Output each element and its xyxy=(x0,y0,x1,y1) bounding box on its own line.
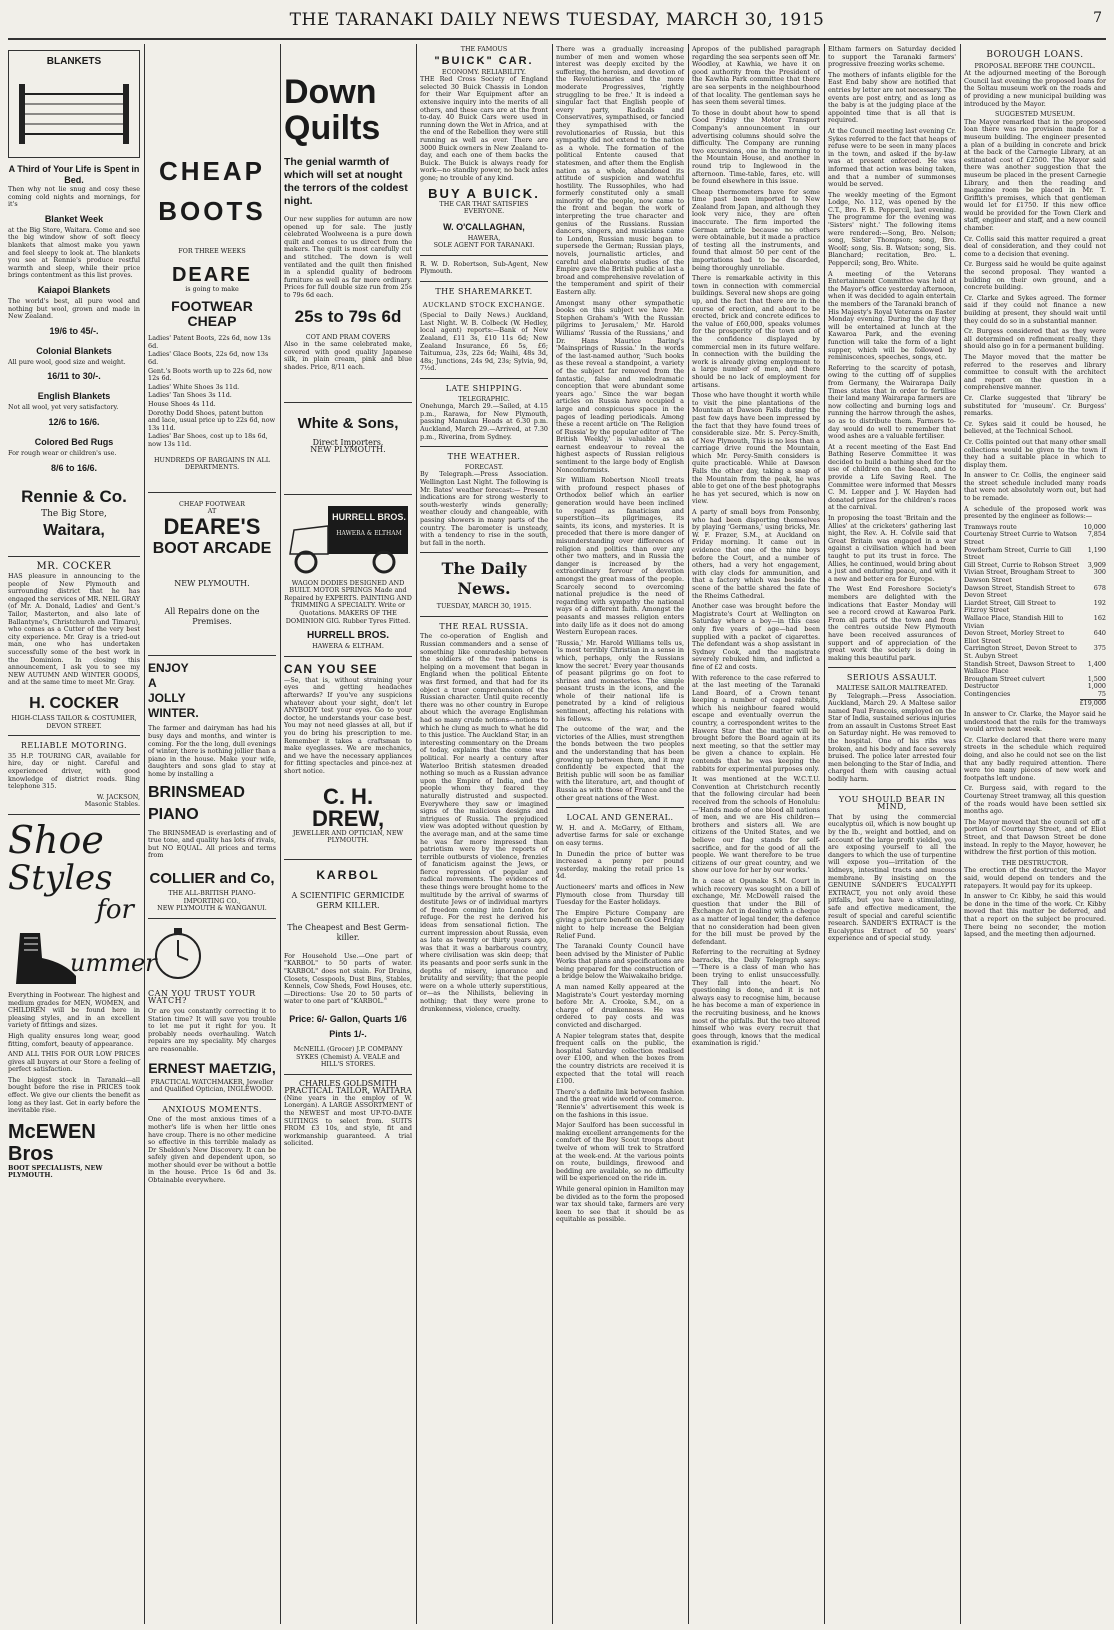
telegraphic-text: TELEGRAPHIC. xyxy=(458,394,510,403)
col6-p10: In a case at Opunake S.M. Court in which recovery was sought on a bill of exchange, Mr. McDowell raised the question that under the Bill of Exchange Act in dealing with a cheque as a matter of legal tender, the defence that no consideration had been given for the bill must be proved by the defendant. xyxy=(692,876,820,946)
goldsmith-sub: PRACTICAL TAILOR, WAITARA xyxy=(284,1086,412,1096)
bear-body: That by using the commercial eucalyptus oil, which is now bought up by the lb., weight and bottled, and on account of the large profit yielded, you are exposing yourself to all the dangers to which the use of turpentine will expose you—irritation of the kidneys, intestinal tracts and mucous membrane. By insisting on the GENUINE SANDER'S EUCALYPTI EXTRACT, you not only avoid these pitfalls, but you have a stimulating, safe and effective medicament, the result of special and careful scientific research. SANDER'S EXTRACT is the Eucalyptus Extract of 50 years' experience and of special study. xyxy=(828,812,956,943)
famous-text: THE FAMOUS xyxy=(460,45,508,53)
jolly-word: JOLLY xyxy=(148,691,186,706)
genial-text: The genial warmth of which will set at nought the terrors of the coldest night. xyxy=(284,156,408,207)
col7-p5: A meeting of the Veterans Entertainment Committee was held at the Mayor's office yesterday afternoon, when it was decided to again entertain the members of the Taranaki branch of His Majesty's Royal Veterans on Easter Monday evening. During the day they will be entertained at lunch at the Kawaroa Park, and the evening function will take the form of a light supper, which will be followed by reminiscences, speeches, songs, etc. xyxy=(828,269,956,362)
karbol-sub: A SCIENTIFIC GERMICIDE GERM KILLER. xyxy=(291,890,405,910)
russia-cont-2: Amongst many other sympathetic books on this subject we have Mr. Stephen Graham's 'With the Russian pilgrims to Jerusalem,' Mr. Harold Williams' 'Russia of the Russians,' and Dr. Hans Maurice Baring's 'Mainsprings of Russia.' In the words of the last-named author, 'Such books as these reveal a standpoint, a variety of the subject far removed from the fantastic, false and melodramatic conception that were abundant some years ago.' Since the war began articles on Russia have occupied a large and conspicuous space in the pages of leading periodicals. Among these a recent article on 'The Religion of Russia' by the popular editor of 'The British Weekly,' is valuable as an earnest endeavour to reveal the highest aspects of Russian religious sentiment to the large body of English Nonconformists. xyxy=(556,298,684,474)
local-4: The Empire Picture Company are giving a picture benefit on Good Friday night to help increase the Belgian Relief Fund. xyxy=(556,908,684,940)
col8-p3: Cr. Collis said this matter required a great deal of consideration, and they could not come to a decision that evening. xyxy=(964,234,1106,258)
divider xyxy=(828,667,956,668)
hurrell-truck xyxy=(284,500,412,580)
share-body: (Special to Daily News.) Auckland, Last Night. W. B. Colbeck (W. Hedley, local agent) reports:—Bank of New Zealand, £11 3s, £10 11s 6d; New Zealand Insurance, £6 5s, £6; Taitumua, 23s, 22s 6d; Waihi, 48s 3d, 48s; Junctions, 24s 9d, 23s; Sylvia, 9d, 7½d. xyxy=(420,311,548,373)
kaiapoi-heading: Kaiapoi Blankets xyxy=(37,284,111,295)
divider xyxy=(556,807,684,808)
cocker-body: HAS pleasure in announcing to the people of New Plymouth and surrounding district that he has engaged the services of MR. NEIL GRAY (of Mr. A. Donald, Ladies' and Gent.'s Tailor, Masterton, and also late of Ballantyne's, Christchurch and Timaru), who comes as a Cutter of the very best city experience. Mr. Gray is a tried-out man, one who has undertaken successfully some of the best work in the Dominion. In closing this announcement, I ask you to see my NEW AUTUMN AND WINTER GOODS, and at the same time to meet Mr. Gray. xyxy=(8,572,140,687)
schedule-intro: A schedule of the proposed work was presented by the engineer as follows:— xyxy=(964,504,1106,521)
schedule-item: Wallace Place, Standish Hill to Vivian xyxy=(964,613,1064,630)
schedule-row xyxy=(964,661,1106,676)
local-1: W. H. and A. McGarry, of Eltham, advertise farms for sale or exchange on easy terms. xyxy=(556,823,684,847)
going-text: is going to make xyxy=(185,284,239,293)
col8-p6: Cr. Burgess considered that as they were all determined on refinement really, they should also go in for a permanent building. xyxy=(964,327,1106,351)
col8-p14: Cr. Burgess said, with regard to the Courtenay Street tramway, all this question of the roads would have been settled six months ago. xyxy=(964,784,1106,816)
col8-p10: Cr. Collis pointed out that many other small collections would be given to the town if they had a suitable place in which to display them. xyxy=(964,437,1106,469)
satisfies-text: THE CAR THAT SATISFIES EVERYONE. xyxy=(439,199,529,216)
schedule-row xyxy=(964,615,1106,630)
hurrell-logo-sub: HAWERA & ELTHAM xyxy=(336,529,402,537)
column-rule-1 xyxy=(144,44,145,1624)
brinsmead-heading: BRINSMEAD xyxy=(148,783,245,801)
local-8: There's a definite link between fashion and the great wide world of commerce. 'Rennie's' advertisement this week is on the fashions in this issue. xyxy=(556,1087,684,1119)
maltese-heading: MALTESE SAILOR MALTREATED. xyxy=(836,683,948,692)
karbol-agents: McNEILL (Grocer) J.P. COMPANY SYKES (Chemist) A. VEALE and HILL'S STORES. xyxy=(293,1044,403,1069)
motoring-body: 35 H.P. TOURING CAR, available for hire, day or night. Careful and experienced driver, with good knowledge of district roads. Ring telephone 315. xyxy=(8,751,140,791)
divider xyxy=(420,616,548,617)
price-list-item: House Shoes 4s 11d. xyxy=(148,399,216,408)
summer-word: ummer xyxy=(70,948,157,977)
col6-p1: Apropos of the published paragraph regarding the sea serpents seen off Mr. Woodley, at Kawhia, we have it on good authority from the President of the Kawhia Park committee that there are sea serpents in the neighbourhood of that locality. The gentleman says he has seen them several times. xyxy=(692,45,820,107)
column-rule-2 xyxy=(280,44,281,1624)
col6-p3: Cheap thermometers have for some time past been imported to New Zealand from Japan, and although they look very nice, they are often inaccurate. The firm imported the German article because no others were obtainable, but it made a practice of testing all the instruments, and found that almost 50 per cent of the importations had to be discarded, being thoroughly unreliable. xyxy=(692,187,820,272)
can-you-see: CAN YOU SEE xyxy=(284,661,378,676)
winter-word: WINTER. xyxy=(148,706,199,721)
goldsmith-heading: CHARLES GOLDSMITH xyxy=(299,1078,397,1088)
colored-price: 8/6 to 16/6. xyxy=(50,462,98,473)
divider xyxy=(8,814,140,815)
col6-p6: A party of small boys from Ponsonby, who had been disporting themselves by playing 'Germans,' using bricks, Mr. W. F. Frazer, S.M., at Auckland on Friday morning. It came out in evidence that one of the nine boys before the Court, and a number of others, had a very hot engagement, with clay clods for ammunition, and that a factory which was beside the scene of the battle shared the fate of the Rheims Cathedral. xyxy=(692,508,820,600)
cocker-heading: MR. COCKER xyxy=(36,560,112,572)
col8-p5: Cr. Clarke and Sykes agreed. The former said if they could not finance a new building at present, they should wait until they could do so in a substantial manner. xyxy=(964,293,1106,325)
sub-agent: R. W. D. Robertson, Sub-Agent, New Plymouth. xyxy=(420,259,548,276)
buick-heading: "BUICK" CAR. xyxy=(434,54,534,67)
russia-cont-4: 'Russia,' Mr. Harold Williams tells us, 'is most terribly Christian in a sense in which, perhaps, only the Russians know the secret.' Every year thousands of peasant pilgrims go on foot to shrines and monasteries. The simple peasant trusts in the icons, and the whole of their national life is penetrated by a kind of religious sentiment, affecting his relations with his fellows. xyxy=(556,638,684,723)
winter-body: The farmer and dairyman has had his busy days and months, and winter is coming. For the the long, dull evenings of winter, there is nothing jollier than a piano in the house. Make your wife, daughters and sons glad to stay at home by installing a xyxy=(148,724,276,779)
schedule-item: Gill Street, Currie to Robson Street xyxy=(964,560,1080,569)
sole-agent: SOLE AGENT FOR TARANAKI. xyxy=(433,241,535,250)
real-russia-heading: THE REAL RUSSIA. xyxy=(439,621,529,631)
english-body: Not all wool, yet very satisfactory. xyxy=(8,403,119,412)
collier-heading: COLLIER and Co, xyxy=(149,870,275,887)
buick-body: THE Red Cross Society of England selected 30 Buick Chassis in London for their War Equipment after an extensive inquiry into the merits of all others, and these cars are at the front to-day. 40 Buick Cars were used in running down the Wet in Africa, and at the end of the Rebellion they were still running as well as ever. There are 3000 Buick owners in New Zealand to-day, and each one of them backs the Buick. The Buick is always ready for work—no standby power, no back axles gone; no trouble of any kind. xyxy=(420,75,548,182)
col6-p9: It was mentioned at the W.C.T.U. Convention at Christchurch recently that the following circular had been received from the schools of Honolulu:—'Hands made of one blood all nations of men, and we are His children—brothers and sisters all. We are citizens of the United States, and we believe our flag stands for self-sacrifice, and for the good of all the people. We want therefore to be true citizens of our great country, and we show our love for her by our works.' xyxy=(692,775,820,875)
hurrell-heading: HURRELL BROS. xyxy=(306,630,390,642)
column-7 xyxy=(828,46,956,1624)
schedule-row xyxy=(964,531,1106,546)
auckland-heading: AUCKLAND STOCK EXCHANGE. xyxy=(422,300,546,309)
russia-body: The co-operation of English and Russian commanders and a sense of something like comradeship between the soldiers of the two nations is helping on a movement that began in England when the political Entente was first formed, and that had for its object a truer comprehension of the Russian character. Until quite recently there was no other country in Europe about which the average Englishman had so many crude notions—notions to which he clung as much to what he did to this justice. The Auckland Star, in an interesting commentary on the Dream of today, explains that the come was political. For nearly a century after Waterloo British statesmen dreaded nothing so much as a Russian advance upon the Empire of India, and the people whom they feared they naturally distrusted and suspected. Everywhere they saw or imagined signs of the malicious designs and intrigues of Russia. The prejudiced view was adopted without question by the average man, and at the same time he was far more impressed than patriotism were by the reports of terrible outbursts of violence, frenzies of fanaticism against the Jews, or fierce repression of popular and radical movements. The evidences of these things were brought home to the multitude by the arrival of swarms of destitute Jews or of individual martyrs of freedom coming into London for refuge. For the rest he derived his ideas from sensational fiction. The current impression about Russia, even as late as twenty or thirty years ago, was that it was a barbarous country, where civilisation was skin deep; that its peasants and poor serfs sunk in the depths of misery, ignorance and brutality and servility; that the people were on a whole utterly superstitious, or—as the Nihilists, believing in nothing; that they were prone to drunkenness, violence, cruelty. xyxy=(420,632,548,1013)
divider xyxy=(284,859,412,860)
museum-heading: SUGGESTED MUSEUM. xyxy=(994,110,1076,119)
col7-p4: The weekly meeting of the Egmont Lodge, No. 112, was opened by the C.T., Bro. F. B. Peppercil, last evening. The programme for the evening was 'Sisters' night.' The following items were rendered:—Song, Bro. Nelson; song, Sister Thompson; song, Bro. Woolf; song, Sis. B. Watson; song, Sis. Blanchard; recitation, Bro. L. Peppercil; song, Bro. White. xyxy=(828,190,956,268)
third-life-body: Then why not lie snug and cosy these coming cold nights and mornings, for it's xyxy=(8,185,140,209)
schedule-amount: 1,190 xyxy=(1087,545,1106,554)
forecast-text: FORECAST. xyxy=(464,462,504,471)
price-list-item: Gent.'s Boots worth up to 22s 6d, now 12s 6d. xyxy=(148,366,272,383)
schedule-amount: 3,909 xyxy=(1087,560,1106,569)
maetzig-sub: PRACTICAL WATCHMAKER, Jeweller and Qualified Optician, INGLEWOOD. xyxy=(150,1077,274,1094)
cheap-heading: CHEAP xyxy=(158,156,265,186)
colored-heading: Colored Bed Rugs xyxy=(34,436,114,447)
mcewen-sub: BOOT SPECIALISTS, NEW PLYMOUTH. xyxy=(8,1163,103,1180)
schedule-amount: 375 xyxy=(1093,644,1106,653)
motor-bodies: WAGON DODIES DESIGNED AND BUILT. MOTOR SPRINGS Made and Repaired by EXPERTS. PAINTING AND TRIMMING A SPECIALTY. Write or Quotations. MAKERS OF THE DOMINION GIG. Rubber Tyres Fitted. xyxy=(284,578,412,625)
third-life-heading: A Third of Your Life is Spent in Bed. xyxy=(8,164,140,185)
column-rule-5 xyxy=(688,44,689,1624)
price-list-item: Dorothy Dodd Shoes, patent button and lace, usual price up to 22s 6d, now 13s 11d. xyxy=(148,408,276,432)
column-8 xyxy=(964,46,1106,1624)
boot-arcade-heading: BOOT ARCADE xyxy=(152,539,272,557)
shoe-body-3: AND ALL THIS FOR OUR LOW PRICES gives all buyers at our Store a feeling of perfect satisfaction. xyxy=(8,1050,140,1074)
colonial-price: 16/11 to 30/-. xyxy=(47,371,101,382)
schedule-item: Standish Street, Dawson Street to Wallace Place xyxy=(964,659,1075,676)
karbol-best: The Cheapest and Best Germ-killer. xyxy=(287,922,409,942)
blanket-week-body: at the Big Store, Waitara. Come and see the big window show of soft fleecy blankets that almost make you yawn and feel sleepy to look at. The blankets you see at Rennie's produce restful warmth and sleep, while their price brings contentment as this list proves. xyxy=(8,225,140,280)
cots-body: Also in the same celebrated make, covered with good quality Japanese silk, in plain cream, pink and blue shades. Price, 8/11 each. xyxy=(284,340,412,371)
schedule-amount: 1,500 xyxy=(1087,674,1106,683)
watch-illustration xyxy=(148,924,276,984)
buy-buick: BUY A BUICK. xyxy=(428,185,540,201)
english-price: 12/6 to 16/6. xyxy=(48,416,100,427)
divider xyxy=(148,1099,276,1100)
footwear-cheap: FOOTWEAR CHEAP xyxy=(171,298,253,330)
quilts-heading: Quilts xyxy=(284,109,381,147)
hawera-text: HAWERA, xyxy=(467,233,501,242)
divider xyxy=(148,492,276,493)
column-1 xyxy=(8,46,157,1624)
col8-p12: In answer to Cr. Clarke, the Mayor said he understood that the rails for the tramways would arrive next week. xyxy=(964,710,1106,734)
rennie-name: Rennie & Co. xyxy=(21,486,127,506)
schedule-amount: 162 xyxy=(1093,613,1106,622)
divider xyxy=(148,655,276,656)
a-word: A xyxy=(148,676,157,691)
cots-heading: COT AND PRAM COVERS xyxy=(305,332,391,341)
can-you-see-body: —Se, that is, without straining your eyes and getting headaches afterwards? If you've any suspicions whatever about your sight, don't let ANYBODY test your eyes. Go to your doctor, he understands your case best. You may not need glasses at all, but if you do bring his prescription to me. Remember it takes a craftsman to make eyeglasses. We are mechanics, and we have the necessary appliances for fitting spectacles and pince-nez at short notice. xyxy=(284,675,412,775)
schedule-item: Vivian Street, Brougham Street to Dawson Street xyxy=(964,568,1075,584)
price-list-item: Ladies' Bar Shoes, cost up to 18s 6d, now 13s 11d. xyxy=(148,432,268,448)
local-10: While general opinion in Hamilton may be divided as to the form the proposed war tax should take, farmers are very keen to see that it should be as equitable as possible. xyxy=(556,1184,684,1224)
schedule-row xyxy=(964,600,1106,615)
col6-p11: Referring to the recruiting at Sydney barracks, the Daily Telegraph says:—'There is a class of man who has been trying to enlist unsuccessfully. They fall into the heart. No questioning is done, and it is not always easy to recognise him, because he has become a man of experience in the recruiting business, and he knows most of the pitfalls. But the two altered himself who was every recruit that goes through, knows that the medical examination is rigid.' xyxy=(692,948,820,1048)
mcewen-name: McEWEN Bros xyxy=(8,1120,96,1165)
bear-in-mind-heading: YOU SHOULD BEAR IN MIND, xyxy=(838,794,946,812)
spacer xyxy=(148,46,276,156)
russia-cont-3: Sir William Robertson Nicoll treats with profound respect phases of Orthodox belief which an earlier generation would have been inclined to regard as fanaticism and superstition—its pilgrimages, its saints, its icons, and mysteries. It is preceded that there is more danger of misunderstanding over differences of religion and politics than over any other two matters, and in Russia the danger is increased by the extraordinary fervour of devotion amongst the great mass of the people. Scarcely second to overcoming national prejudice is the need of regarding with sympathy the national ways of a different faith. Amongst the peasants and masses religion enters into daily life as it does not do among Western European races. xyxy=(556,476,684,637)
kaiapoi-price: 19/6 to 45/-. xyxy=(49,325,99,336)
schedule-amount: 75 xyxy=(1097,689,1106,698)
drew-heading: C. H. DREW, xyxy=(311,783,385,831)
schedule-total-row xyxy=(964,699,1106,707)
weather-heading: THE WEATHER. xyxy=(447,452,521,462)
schedule-item: Tramways route xyxy=(964,522,1017,531)
schedule-row xyxy=(964,645,1106,660)
shoe-body-2: High quality ensures long wear, good fitting, comfort, beauty of appearance. xyxy=(8,1031,140,1048)
at-text: AT xyxy=(207,507,217,516)
colored-body: For rough wear or children's use. xyxy=(8,448,117,457)
schedule-item: Destructor xyxy=(964,682,999,691)
column-rule-4 xyxy=(552,44,553,1624)
bed-illustration xyxy=(14,69,134,149)
trust-heading: CAN YOU TRUST YOUR WATCH? xyxy=(148,988,256,1006)
cocker-sub: HIGH-CLASS TAILOR & COSTUMIER, DEVON STREET. xyxy=(11,714,137,730)
assault-body: By Telegraph.—Press Association. Auckland, March 29. A Maltese sailor named Paul Francois, employed on the Star of India, sustained serious injuries from an assault in Customs Street East on Saturday night. He was removed to the hospital. One of his ribs was broken, and his body and face severely bruised. The police later arrested four men belonging to the Star of India, and charged them with causing actual bodily harm. xyxy=(828,691,956,784)
col7-p7: At a recent meeting of the East End Bathing Reserve Committee it was decided to build a bathing shed for the use of children on the beach, and to provide a Life Saving Reel. The Committee were informed that Messrs C. M. Lepper and J. W. Hayden had donated prizes for the children's races at the carnival. xyxy=(828,442,956,512)
divider xyxy=(420,281,548,282)
russia-cont-5: The outcome of the war, and the victories of the Allies, must strengthen the bonds between the two peoples and the understanding that has been growing up between them, and it may confidently be expected that the British public will soon be as familiar with the literature, art, and thought of Russia as with those of France and the other great nations of the West. xyxy=(556,725,684,802)
shipping-body: Onehunga, March 29.—Sailed, at 4.15 p.m., Rarawa, for New Plymouth, passing Manukau Heads at 6.30 p.m. Auckland, March 29.—Arrived, at 7.30 p.m., Riverina, from Sydney. xyxy=(420,402,548,441)
enjoy-word: ENJOY xyxy=(148,661,189,676)
jackson-name: W. JACKSON, xyxy=(96,792,140,801)
col8-p13: Cr. Clarke declared that there were many streets in the schedule which required doing, and also he could not see on the list that any badly required attention. There were too many pieces of new work and footpaths left undone. xyxy=(964,735,1106,782)
kaiapoi-body: The world's best, all pure wool and nothing but wool, grown and made in New Zealand. xyxy=(8,296,140,321)
schedule-row xyxy=(964,547,1106,562)
white-town: NEW PLYMOUTH. xyxy=(310,445,386,455)
price-list xyxy=(148,335,276,448)
column-rule-3 xyxy=(416,44,417,1624)
repairs-text: All Repairs done on the Premises. xyxy=(164,607,260,627)
shoe-word: Shoe xyxy=(8,817,104,862)
col7-p9: The West End Foreshore Society's members are delighted with the indications that Easter Monday will see a record crowd at Kawaroa Park. From all parts of the town and from the centres outside New Plymouth have been received assurances of support and of appreciation of the great work the society is doing in making this beautiful park. xyxy=(828,585,956,662)
sharemarket-heading: THE SHAREMARKET. xyxy=(435,287,533,297)
schedule-row xyxy=(964,569,1106,584)
rennie-town: Waitara, xyxy=(43,521,105,539)
blanket-week-heading: Blanket Week xyxy=(44,213,104,224)
three-weeks: FOR THREE WEEKS xyxy=(178,247,246,255)
local-general-heading: LOCAL AND GENERAL. xyxy=(566,813,674,823)
divider xyxy=(148,918,276,919)
schedule-amount: 640 xyxy=(1093,629,1106,638)
cocker-name: H. COCKER xyxy=(29,695,119,712)
collier-sub: THE ALL-BRITISH PIANO-IMPORTING CO., xyxy=(168,889,256,905)
russia-cont-1: There was a gradually increasing number of men and women whose interest was deeply excited by the suffering, the heroism, and devotion of the Revolutionaries and the more moderate Progressives, 'rightly struggling to be free.' It is indeed a singular fact that English people of every party, Radicals and Conservatives, sympathised, or fancied they sympathised with the revolutionaries of Russia, but this sympathy did not extend to the nation as a whole. The formation of the political Entente caused that statesmen, and after them the English nation as a whole, abandoned its attitude of suspicion and watchful hostility. The Russophiles, who had formerly constituted only a small minority of the people, now came to the front and began the work of interpreting the true character and genius of the Russians. Russian dancers, singers, and musicians came to London, Russian music began to supersede the German; Russian plays, novels, journalistic articles, and careful and elaborate studies of the Empire gave the British public at last a broad and comprehensive revelation of the temperament and spirit of their Eastern ally. xyxy=(556,45,684,296)
local-5: The Taranaki County Council have been advised by the Minister of Public Works that plans and specifications are being prepared for the construction of a bridge below the Waiwakaiho bridge. xyxy=(556,942,684,981)
goldsmith-body: (Nine years in the employ of W. Lonergan). A LARGE ASSORTMENT of the NEWEST and most UP-TO-DATE SUITINGS to select from. SUITS FROM £3 10s, and style, fit and workmanship guaranteed. A trial solicited. xyxy=(284,1093,412,1148)
shipping-heading: LATE SHIPPING. xyxy=(445,384,523,393)
cheap-footwear-text: CHEAP FOOTWEAR xyxy=(179,499,245,508)
col8-p16: The erection of the destructor, the Mayor said, would depend on tenders and the ratepayers. It would pay for its upkeep. xyxy=(964,866,1106,890)
trust-body: Or are you constantly correcting it to Station time? It will save you trouble to let me put it right for you. It probably needs overhauling. Watch repairs are my speciality. My charges are reasonable. xyxy=(148,1006,276,1053)
col7-p8: In proposing the toast 'Britain and the Allies' at the cricketers' gathering last night, the Rev. A. H. Colvile said that Great Britain was engaged in a war against a civilisation which had been taught to put its trust in force. The Allies, he continued, would bring about a just and enduring peace, and with it a new and better era for Europe. xyxy=(828,514,956,583)
hurrell-sub: HAWERA & ELTHAM. xyxy=(312,642,384,651)
local-9: Major Saulford has been successful in making excellent arrangements for the comfort of the Boy Scout troops about twelve of whom will trek to Stratford at the week-end. At the various points on route, buildings, firewood and bedding are available, so no difficulty will be experienced on the ride in. xyxy=(556,1121,684,1183)
col7-p1: Eltham farmers on Saturday decided to support the Taranaki farmers' progressive freezing works scheme. xyxy=(828,45,956,69)
anxious-body: One of the most anxious times of a mother's life is when her little ones have croup. There is no other medicine so effective in this terrible malady as Dr Sheldon's New Discovery. It can be safely given and dependent upon, so mother should ever be without a bottle in the house. Price 1s 6d and 3s. Obtainable everywhere. xyxy=(148,1115,276,1185)
local-6: A man named Kelly appeared at the Magistrate's Court yesterday morning before Mr. A. Crooke, S.M., on a charge of drunkenness. He was ordered to pay costs and was convicted and discharged. xyxy=(556,983,684,1030)
destructor-heading: THE DESTRUCTOR. xyxy=(1001,858,1069,867)
proposal-heading: PROPOSAL BEFORE THE COUNCIL. xyxy=(974,61,1096,70)
column-5 xyxy=(556,46,684,1624)
schedule-amount: 678 xyxy=(1093,583,1106,592)
local-2: In Dunedin the price of butter was increased a penny per pound yesterday, making the retail price 1s 4d. xyxy=(556,849,684,881)
maetzig-heading: ERNEST MAETZIG, xyxy=(148,1059,276,1076)
schedule-item: Courtenay Street Currie to Watson Street xyxy=(964,530,1078,547)
col7-p3: At the Council meeting last evening Cr. Sykes referred to the fact that heaps of refuse were to be seen in many places in the town, and asked if the by-law was at present enforced. He was informed that action was being taken, and that a number of summonses would be served. xyxy=(828,126,956,189)
schedule-item: Contingencies xyxy=(964,689,1011,698)
ocallaghan-name: W. O'CALLAGHAN, xyxy=(443,221,525,232)
price-list-item: Ladies' Glace Boots, 22s 6d, now 13s 6d. xyxy=(148,350,269,366)
karbol-use: For Household Use.—One part of "KARBOL" to 50 parts of water. "KARBOL" does not stain. For Drains, Closets, Cesspools, Dust Bins, Stables, Kennels, Cow Sheds, Fowl Houses, etc.—Directions: Use 20 to 50 parts of water to one part of "KARBOL." xyxy=(284,951,412,1006)
column-6 xyxy=(692,46,820,1624)
divider xyxy=(8,735,140,736)
divider xyxy=(420,255,548,256)
divider xyxy=(420,446,548,447)
blankets-logo xyxy=(8,50,140,158)
motoring-heading: RELIABLE MOTORING. xyxy=(20,741,128,751)
masthead xyxy=(0,0,1114,40)
col7-p6: Referring to the scarcity of potash, owing to the cutting off of supplies from Germany, the Wairarapa Daily Times states that in order to fertilise their land many Wairarapa farmers are now collecting and burning logs and running the harrow through the ashes, so as to distribute them. Farmers to-day would do well to remember that wood ashes are a valuable fertiliser. xyxy=(828,363,956,441)
divider xyxy=(284,1074,412,1075)
white-sons: White & Sons, xyxy=(297,414,399,432)
karbol-price: Price: 6/- Gallon, Quarts 1/6 Pints 1/-. xyxy=(289,1013,407,1039)
schedule-amount: 1,400 xyxy=(1087,659,1106,668)
piano-heading: PIANO xyxy=(148,805,199,823)
schedule-amount: 10,000 xyxy=(1083,522,1106,531)
colonial-body: All pure wool, good size and weight. xyxy=(8,357,126,366)
schedule-amount: 1,000 xyxy=(1087,682,1106,691)
styles-word: Styles xyxy=(8,857,113,898)
price-list-item: Ladies' Patent Boots, 22s 6d, now 13s 6d. xyxy=(148,334,271,350)
schedule-row xyxy=(964,585,1106,600)
deare-town: NEW PLYMOUTH. xyxy=(174,578,250,588)
column-rule-6 xyxy=(824,44,825,1624)
schedule-amount: 7,854 xyxy=(1087,530,1106,539)
col7-p2: The mothers of infants eligible for the East End baby show are notified that entries by letter are not necessary. The events are post entry, and as long as the baby is at the judging place at the appointed time that is all that is required. xyxy=(828,70,956,125)
col8-p7: The Mayor moved that the matter be referred to the reserves and library committee to consult with the architect and report on the question in a comprehensive manner. xyxy=(964,352,1106,392)
colonial-heading: Colonial Blankets xyxy=(36,345,112,356)
weather-body: By Telegraph.—Press Association. Wellington Last Night. The following is Mr. Bates' weather forecast:— Present indications are for strong westerly to south-westerly winds generally; weather cloudy and changeable, with passing showers in many parts of the country. The barometer is unsteady, with a tendency to rise in the south, but fall in the north. xyxy=(420,470,548,547)
drew-sub: JEWELLER AND OPTICIAN, NEW PLYMOUTH. xyxy=(292,828,404,845)
for-word: for xyxy=(96,894,134,925)
daily-news-date: TUESDAY, MARCH 30, 1915. xyxy=(436,602,532,611)
local-7: A Napier telegram states that, despite frequent calls on the public, the hospital Saturday collection realised over £100, and when the boxes from the country districts are received it is expected that the total will reach £100. xyxy=(556,1031,684,1086)
col8-p17: In answer to Cr. Kibby, he said this would be done in the time of the work. Cr. Kibby moved that this matter be deferred, and that a report on the subject be procured. There being no seconder, the motion lapsed, and the meeting then adjourned. xyxy=(964,892,1106,939)
shoe-body-4: The biggest stock in Taranaki—all bought before the rise in PRICES took effect. We give our clients the benefit as long as they last. Get in early before the inevitable rise. xyxy=(8,1075,140,1115)
column-4 xyxy=(420,46,548,1624)
karbol-heading: KARBOL xyxy=(316,867,380,882)
collier-town: NEW PLYMOUTH & WANGANUI. xyxy=(157,904,267,913)
col8-p11: In answer to Cr. Collis, the engineer said the street schedule included many roads that were not absolutely worn out, but had to be remade. xyxy=(964,471,1106,503)
boots-heading: BOOTS xyxy=(158,196,266,226)
schedule-amount: 300 xyxy=(1093,568,1106,577)
quilt-price: 25s to 79s 6d xyxy=(294,306,402,326)
price-list-item: Ladies' White Shoes 3s 11d. xyxy=(148,382,240,391)
column-rule-7 xyxy=(960,44,961,1624)
schedule-table xyxy=(964,524,1106,707)
col6-p5: Those who have thought it worth while to visit the pine plantations of the Mountain at Dawson Falls during the past few days have been impressed by the fact that they have found trees of considerable size. Mr. S. Percy-Smith, of New Plymouth, This is no less than a carriage drive round the Mountain, which Mr. Percy-Smith considers is quite practicable. While at Dawson Falls the other day, taking a snap of the Mountain from the peak, he was able to get one of the best photographs he has yet secured, which is now on view. xyxy=(692,391,820,506)
col8-p15: The Mayor moved that the council set off a portion of Courtenay Street, and of Eliot Street, and that Dawson Street be done instead. In reply to the Mayor, however, he withdrew the first portion of this motion. xyxy=(964,817,1106,857)
col6-p8: With reference to the case referred to at the last meeting of the Taranaki Land Board, of a Crown tenant keeping a number of caged rabbits, which his neighbour feared would escape and eventually overrun the country, a correspondent writes to the Hawera Star that the matter will be brought before the Board again at its next meeting, so that the settler may be given a chance to explain. He contends that he was keeping the rabbits for experimental purposes only. xyxy=(692,673,820,773)
col6-p2: To those in doubt about how to spend Good Friday the Motor Transport Company's announcement in our advertising columns should solve the difficulty. The Company are running two excursions, one in the morning to the Mountain House, and another in round trip to Inglewood in the afternoon. Time-table, fares, etc. will be found elsewhere in this issue. xyxy=(692,108,820,186)
schedule-amount: 192 xyxy=(1093,598,1106,607)
col8-p2: The Mayor remarked that in the proposed loan there was no provision made for a museum building. The engineer presented a plan of a building in concrete and brick at the back of the Carnegie Library, at an estimated cost of £2500. The Mayor said there was another suggestion that the museum be placed in the present Carnegie Library, and then the reading and magazine room be placed in Mr. T. Griffith's premises, which that gentleman would let for £1750. If this new office would be provided for the Town Clerk and staff, engineer and staff, and a new council chamber. xyxy=(964,117,1106,233)
deare-heading: DEARE xyxy=(171,263,252,286)
schedule-item: Powderham Street, Currie to Gill Street xyxy=(964,545,1072,562)
daily-news-masthead: The Daily News. xyxy=(441,559,527,599)
col6-p7: Another case was brought before the Magistrate's Court at Wellington on Saturday where a boy—in this case only five years of age—had been supplied with a packet of cigarettes. The defendant was a shop assistant in Sydney Cook, and the magistrate severely rebuked him, and inflicted a fine of £2 and costs. xyxy=(692,602,820,671)
schedule-item: Dawson Street, Standish Street to Devon Street xyxy=(964,583,1075,600)
masthead-rule xyxy=(8,38,1106,40)
col8-p8: Cr. Clarke suggested that 'library' be substituted for 'museum'. Cr. Burgess' remarks. xyxy=(964,393,1106,418)
brinsmead-body: The BRINSMEAD is everlasting and of true tone, and quality has lots of rivals, but NO EQUAL. All prices and terms from xyxy=(148,828,276,860)
anxious-heading: ANXIOUS MOMENTS. xyxy=(162,1104,262,1114)
divider xyxy=(420,552,548,553)
schedule-item: Devon Street, Morley Street to Eliot Street xyxy=(964,629,1065,645)
down-heading: Down xyxy=(284,73,377,111)
divider xyxy=(828,789,956,790)
schedule-row xyxy=(964,630,1106,645)
blankets-logo-text: BLANKETS xyxy=(46,56,102,67)
hurrell-logo: HURRELL BROS. xyxy=(332,511,406,522)
schedule-item: Carrington Street, Devon Street to St. Aubyn Street xyxy=(964,644,1077,660)
white-sub: Direct Importers, xyxy=(312,437,384,447)
hundreds-text: HUNDREDS OF BARGAINS IN ALL DEPARTMENTS. xyxy=(153,455,270,472)
english-heading: English Blankets xyxy=(37,391,111,402)
divider xyxy=(420,378,548,379)
economy-text: ECONOMY. RELIABILITY. xyxy=(441,67,527,76)
divider xyxy=(284,494,412,495)
shoe-styles-ad xyxy=(8,817,157,992)
divider xyxy=(284,656,412,657)
col8-p4: Cr. Burgess said he would be quite against the second proposal. They wanted a building on their own ground, and a concrete building. xyxy=(964,260,1106,292)
schedule-total: £19,000 xyxy=(1079,698,1106,707)
column-3 xyxy=(284,46,412,1624)
shoe-body: Everything in Footwear. The highest and medium grades for MEN, WOMEN, and CHILDREN will be found here in pleasing styles, and in an excellent variety of fittings and sizes. xyxy=(8,990,140,1030)
borough-loans-heading: BOROUGH LOANS. xyxy=(986,50,1084,60)
watch-icon xyxy=(148,924,208,984)
schedule-row xyxy=(964,691,1106,699)
masthead-title: THE TARANAKI DAILY NEWS TUESDAY, MARCH 30, 1915 xyxy=(289,10,825,30)
column-2 xyxy=(148,46,276,1624)
serious-assault-heading: SERIOUS ASSAULT. xyxy=(846,673,938,683)
col8-p1: At the adjourned meeting of the Borough Council last evening the proposed loans for the Soltau museum work on the roads and of providing a new municipal building was introduced by the Mayor. xyxy=(964,69,1106,108)
price-list-item: Ladies' Tan Shoes 3s 11d. xyxy=(148,391,232,400)
schedule-item: Liardet Street, Gill Street to Fitzroy Street xyxy=(964,598,1056,615)
divider xyxy=(8,556,140,557)
quilts-body: Our new supplies for autumn are now opened up for sale. The justly celebrated Woolweena is a pure down quilt and comes to us direct from the makers. The quilt is most carefully cut and stitched. The down is well ventilated and the quilt then finished in a splendid quality of bedroom furniture as well as far more ordinary. Prices for full double size run from 25s to 79s 6d each. xyxy=(284,215,412,299)
local-3: Auctioneers' marts and offices in New Plymouth close from Thursday till Tuesday for the Easter holidays. xyxy=(556,882,684,907)
divider xyxy=(284,402,412,403)
col8-p9: Cr. Sykes said it could be housed, he believed, at the Technical School. xyxy=(964,419,1106,436)
rennie-sub: The Big Store, xyxy=(41,508,107,519)
col6-p4: There is remarkable activity in this town in connection with commercial buildings. Several new shops are going up, and the fact that there are in the course of erection, and about to be erected, brick and concrete edifices to the value of £60,000, speaks volumes for the prosperity of the town and of the confidence displayed by commercial men in its future welfare. In connection with the building the work is already giving employment to a large number of men, and there should be no lack of employment for artisans. xyxy=(692,274,820,389)
schedule-item: Brougham Street culvert xyxy=(964,674,1045,683)
page-number: 7 xyxy=(1093,10,1102,26)
jackson-sub: Masonic Stables. xyxy=(84,800,140,809)
deares-heading: DEARE'S xyxy=(163,513,261,539)
